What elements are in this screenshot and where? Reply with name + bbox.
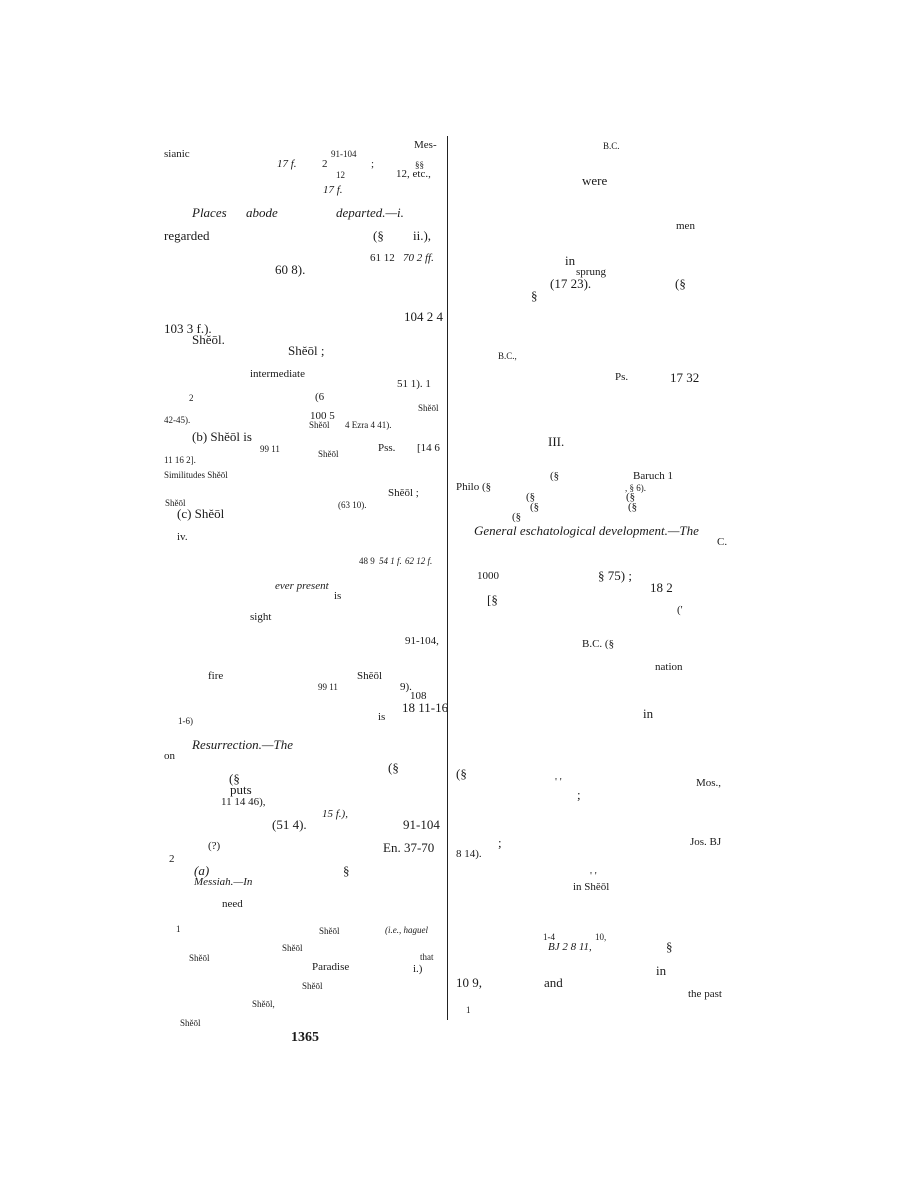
- text-fragment: the past: [688, 988, 722, 1000]
- text-fragment: (§: [550, 470, 560, 482]
- text-fragment: (a): [194, 863, 210, 878]
- text-fragment: nation: [655, 661, 683, 673]
- text-fragment: (§: [229, 771, 240, 786]
- text-fragment: 91-104,: [405, 635, 439, 647]
- text-fragment: and: [544, 975, 563, 990]
- text-fragment: (§: [626, 491, 636, 503]
- text-fragment: 10,: [595, 932, 607, 942]
- column-divider: [447, 136, 448, 1020]
- text-fragment: Resurrection.—The: [192, 737, 293, 752]
- text-fragment: B.C.,: [498, 351, 517, 361]
- text-fragment: §§: [415, 160, 424, 170]
- text-fragment: § 75) ;: [598, 568, 632, 583]
- text-fragment: 99 11: [260, 444, 280, 454]
- text-fragment: Jos. BJ: [690, 836, 722, 848]
- text-fragment: 1-4: [543, 932, 555, 942]
- text-fragment: 51 1). 1: [397, 378, 431, 390]
- text-fragment: 1: [466, 1005, 471, 1015]
- text-fragment: 91-104: [331, 149, 357, 159]
- text-fragment: 1-6): [178, 716, 193, 726]
- text-fragment: ' ': [590, 870, 597, 882]
- text-fragment: Shĕōl ;: [388, 487, 419, 499]
- text-fragment: in: [656, 963, 667, 978]
- text-fragment: Shĕōl: [180, 1018, 201, 1028]
- text-fragment: En. 37-70: [383, 840, 435, 855]
- text-fragment: 12: [336, 170, 345, 180]
- text-fragment: (§: [388, 760, 399, 775]
- text-fragment: 18 2: [650, 580, 673, 595]
- text-fragment: 70 2 ff.: [403, 252, 434, 264]
- text-fragment: i.): [413, 963, 423, 975]
- text-fragment: ever present: [275, 580, 329, 592]
- text-fragment: ;: [577, 787, 581, 802]
- text-fragment: Shĕōl: [282, 943, 303, 953]
- text-fragment: 108: [410, 690, 427, 702]
- text-fragment: Mos.,: [696, 777, 722, 789]
- text-fragment: B.C. (§: [582, 638, 615, 650]
- text-fragment: iv.: [177, 531, 188, 543]
- text-fragment: ' ': [555, 776, 562, 788]
- text-fragment: sprung: [576, 266, 606, 278]
- text-fragment: Shĕōl: [357, 670, 383, 682]
- text-fragment: [14 6: [417, 442, 440, 454]
- text-fragment: III.: [548, 434, 565, 449]
- text-fragment: (63 10).: [338, 500, 367, 510]
- text-fragment: 17 32: [670, 370, 700, 385]
- text-fragment: 17 f.: [323, 184, 343, 196]
- text-fragment: §: [666, 939, 673, 954]
- page-number: 1365: [291, 1030, 319, 1045]
- text-fragment: C.: [717, 536, 728, 548]
- text-fragment: Similitudes Shĕōl: [164, 470, 228, 480]
- text-fragment: Messiah.—In: [194, 876, 253, 888]
- text-fragment: ;: [371, 158, 375, 170]
- text-fragment: ii.),: [413, 228, 432, 243]
- text-fragment: 60 8).: [275, 262, 306, 277]
- text-fragment: on: [164, 750, 175, 762]
- text-fragment: (6: [315, 391, 325, 403]
- text-fragment: (§: [456, 766, 467, 781]
- text-fragment: , § 6).: [625, 483, 646, 493]
- text-fragment: 1000: [477, 570, 499, 582]
- text-fragment: Shĕōl,: [252, 999, 275, 1009]
- text-fragment: that: [420, 952, 434, 962]
- text-fragment: sight: [250, 611, 272, 623]
- text-fragment: Shĕōl.: [192, 332, 225, 347]
- text-fragment: 8 14).: [456, 848, 482, 860]
- text-fragment: men: [676, 220, 695, 232]
- text-fragment: Shĕōl: [165, 498, 186, 508]
- text-fragment: 1: [176, 924, 181, 934]
- text-fragment: sianic: [164, 148, 190, 160]
- text-fragment: 100 5: [310, 410, 335, 422]
- text-fragment: Shĕōl ;: [288, 343, 325, 358]
- text-fragment: fire: [208, 670, 224, 682]
- text-fragment: 48 9: [359, 556, 375, 566]
- text-fragment: puts: [230, 782, 252, 797]
- text-fragment: B.C.: [603, 141, 620, 151]
- text-fragment: 12, etc.,: [396, 168, 431, 180]
- text-fragment: General eschatological development.—The: [474, 523, 699, 538]
- text-fragment: 10 9,: [456, 975, 482, 990]
- text-fragment: Ps.: [615, 371, 629, 383]
- text-fragment: Shĕōl: [418, 403, 439, 413]
- text-fragment: (§: [675, 276, 686, 291]
- text-fragment: in Shĕōl: [573, 881, 610, 893]
- text-fragment: were: [582, 173, 608, 188]
- text-fragment: 15 f.),: [322, 808, 348, 820]
- text-fragment: (b) Shĕōl is: [192, 429, 252, 444]
- text-fragment: is: [378, 711, 386, 723]
- text-fragment: 54 1 f.: [379, 556, 402, 566]
- text-fragment: Places: [192, 205, 227, 220]
- text-fragment: Mes-: [414, 139, 437, 151]
- text-fragment: Shĕōl: [302, 981, 323, 991]
- text-fragment: in: [643, 706, 654, 721]
- text-fragment: 103 3 f.).: [164, 321, 212, 336]
- text-fragment: abode: [246, 205, 278, 220]
- text-fragment: ;: [498, 835, 502, 850]
- text-fragment: Shĕōl: [309, 420, 330, 430]
- text-fragment: Pss.: [378, 442, 396, 454]
- text-fragment: (§: [530, 501, 540, 513]
- text-fragment: 62 12 f.: [405, 556, 433, 566]
- text-fragment: (': [677, 604, 683, 616]
- text-fragment: 9).: [400, 681, 412, 693]
- text-fragment: is: [334, 590, 342, 602]
- text-fragment: BJ 2 8 11,: [548, 941, 592, 953]
- text-fragment: 91-104: [403, 817, 440, 832]
- text-fragment: Paradise: [312, 961, 350, 973]
- text-fragment: 17 f.: [277, 158, 297, 170]
- text-fragment: (§: [526, 491, 536, 503]
- text-fragment: in: [565, 253, 576, 268]
- text-fragment: (§: [512, 511, 522, 523]
- text-fragment: §: [343, 863, 350, 878]
- text-fragment: regarded: [164, 228, 210, 243]
- text-fragment: Philo (§: [456, 481, 492, 493]
- text-fragment: (i.e., haguel: [385, 925, 428, 935]
- text-fragment: 61 12: [370, 252, 395, 264]
- text-fragment: (51 4).: [272, 817, 307, 832]
- text-fragment: 2: [189, 393, 194, 403]
- text-fragment: departed.—i.: [336, 205, 404, 220]
- text-fragment: (c) Shĕōl: [177, 506, 225, 521]
- text-fragment: 104 2 4: [404, 309, 443, 324]
- text-fragment: need: [222, 898, 243, 910]
- text-fragment: 2: [169, 853, 175, 865]
- text-fragment: 99 11: [318, 682, 338, 692]
- text-fragment: 42-45).: [164, 415, 191, 425]
- text-fragment: Shĕōl: [189, 953, 210, 963]
- text-fragment: intermediate: [250, 368, 305, 380]
- text-fragment: 18 11-16: [402, 700, 449, 715]
- text-fragment: Shĕōl: [318, 449, 339, 459]
- text-fragment: Baruch 1: [633, 470, 674, 482]
- text-fragment: (17 23).: [550, 276, 592, 291]
- text-fragment: (§: [628, 501, 638, 513]
- text-fragment: §: [531, 288, 538, 303]
- text-fragment: (§: [373, 228, 384, 243]
- text-fragment: 11 16 2].: [164, 455, 196, 465]
- text-fragment: 2: [322, 158, 328, 170]
- text-fragment: Shĕōl: [319, 926, 340, 936]
- text-fragment: (?): [208, 840, 221, 852]
- text-fragment: [§: [487, 592, 498, 607]
- text-fragment: 4 Ezra 4 41).: [345, 420, 392, 430]
- text-fragment: 11 14 46),: [221, 796, 266, 808]
